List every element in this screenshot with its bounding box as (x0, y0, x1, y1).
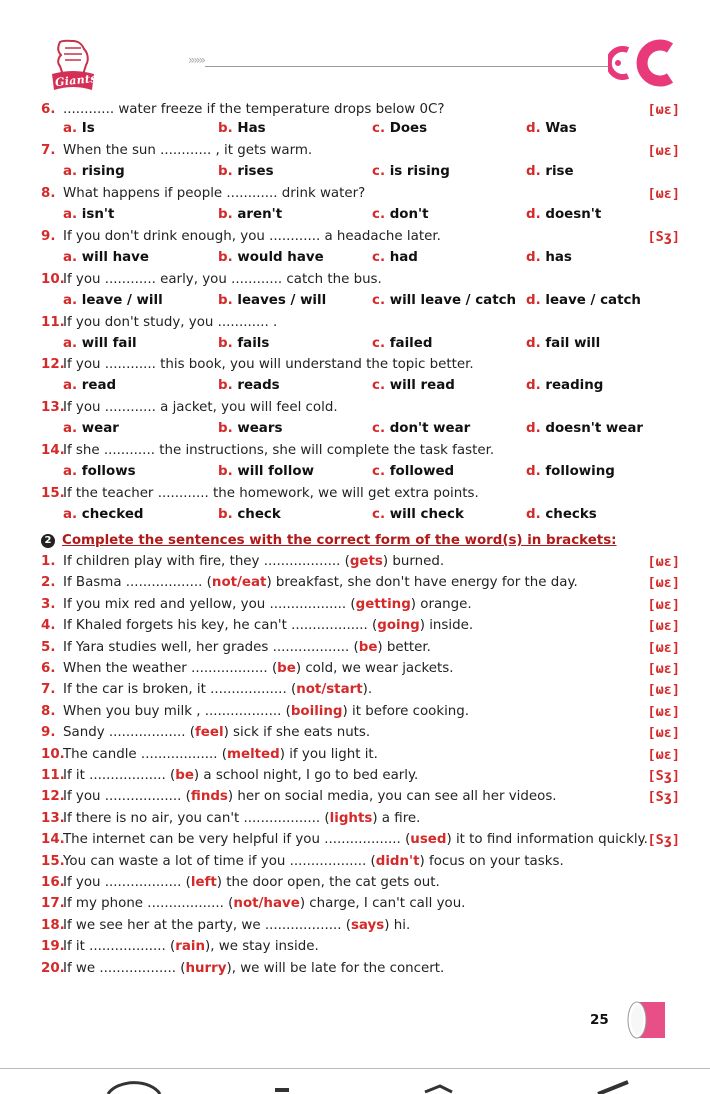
option-text: will have (81, 250, 149, 265)
answer-option[interactable] (63, 207, 114, 222)
option-letter: c. (372, 507, 386, 522)
sentence-text (63, 918, 410, 933)
sentence-number: 11. (41, 768, 65, 783)
question-tag: [Sʒ] (647, 229, 680, 245)
option-text: don't (389, 207, 429, 222)
bracket-hint: gets (349, 554, 383, 569)
question-text: If you don't drink enough, you ............ a headache later. (63, 229, 441, 244)
sentence-text (63, 618, 473, 633)
arrows-decoration: »»» (188, 53, 205, 67)
answer-option[interactable] (218, 293, 326, 308)
option-letter: b. (218, 464, 233, 479)
header-rule (205, 66, 610, 67)
sentence-after: ) sick if she eats nuts. (223, 725, 371, 741)
question-number: 6. (41, 102, 56, 117)
option-text: failed (389, 336, 433, 351)
sentence-before: You can waste a lot of time if you .................. ( (63, 853, 376, 869)
bracket-hint: melted (227, 746, 280, 762)
sentence-number: 17. (41, 896, 65, 912)
sentence-before: If we .................. ( (63, 960, 186, 976)
answer-option[interactable] (63, 464, 136, 479)
footer-rule (0, 1068, 710, 1069)
sentence-number: 6. (41, 661, 56, 676)
sentence-number: 10. (41, 746, 65, 762)
option-text: Was (545, 121, 577, 136)
option-text: will check (389, 507, 464, 522)
option-letter: b. (218, 164, 233, 179)
answer-option[interactable] (372, 207, 429, 222)
question-number: 8. (41, 186, 56, 201)
answer-option[interactable] (218, 336, 269, 351)
answer-option[interactable] (526, 507, 597, 522)
option-letter: d. (526, 421, 541, 436)
option-letter: b. (218, 293, 233, 308)
bracket-hint: used (410, 832, 447, 848)
question-text: If you don't study, you ............ . (63, 315, 278, 330)
sentence-tag: [ωε] (647, 618, 680, 635)
sentence-after: ) charge, I can't call you. (299, 896, 466, 912)
option-letter: a. (63, 293, 78, 308)
sentence-number: 16. (41, 875, 65, 890)
sentence-tag: [ωε] (647, 746, 680, 763)
sentence-after: ). (362, 682, 373, 698)
page-header (0, 30, 710, 100)
option-text: would have (237, 250, 324, 265)
sentence-number: 1. (41, 554, 56, 569)
sentence-number: 18. (41, 917, 65, 933)
answer-option[interactable] (63, 507, 144, 522)
answer-option[interactable] (218, 207, 282, 222)
sentence-text (63, 575, 578, 590)
sentence-before: If it .................. ( (63, 768, 176, 783)
answer-option[interactable] (63, 421, 119, 436)
option-text: leaves / will (237, 293, 327, 308)
answer-option[interactable] (372, 293, 516, 308)
sentence-text (63, 597, 472, 612)
option-text: fail will (545, 336, 601, 351)
option-letter: a. (63, 336, 78, 351)
sentence-number: 2. (41, 575, 56, 591)
sentence-text (63, 682, 372, 697)
bracket-hint: rain (175, 939, 206, 955)
sentence-number: 12. (41, 789, 65, 805)
answer-option[interactable] (218, 378, 280, 393)
question-text: If you ............ this book, you will understand the topic better. (63, 357, 474, 372)
sentence-number: 13. (41, 810, 65, 826)
option-letter: d. (526, 378, 541, 393)
question-text: If you ............ a jacket, you will feel cold. (63, 400, 338, 415)
bracket-hint: getting (355, 596, 411, 612)
option-letter: c. (372, 293, 386, 308)
sentence-text (63, 939, 319, 954)
option-text: will leave / catch (389, 293, 517, 308)
sentence-tag: [ωε] (647, 596, 680, 613)
option-text: don't wear (389, 421, 471, 436)
option-text: read (81, 378, 117, 393)
sentence-tag: [Sʒ] (647, 768, 680, 784)
sentence-before: If Basma .................. ( (63, 575, 212, 591)
question-number: 12. (41, 357, 65, 372)
answer-option[interactable] (63, 250, 149, 265)
sentence-after: ) orange. (410, 596, 472, 612)
answer-option[interactable] (218, 250, 324, 265)
bracket-hint: not/have (233, 896, 300, 912)
sentence-before: If the car is broken, it .................. ( (63, 682, 297, 698)
option-text: check (237, 507, 281, 522)
option-text: followed (389, 464, 455, 479)
option-text: will fail (81, 336, 137, 351)
giants-logo (48, 38, 98, 96)
bracket-hint: lights (329, 810, 373, 826)
sentence-text (63, 661, 454, 676)
sentence-tag: [ωε] (647, 554, 680, 570)
sentence-after: ) a fire. (372, 810, 421, 826)
bottom-decor-icons (0, 1080, 710, 1094)
bracket-hint: not/start (296, 682, 363, 698)
option-text: wear (81, 421, 119, 436)
section-number-badge: 2 (41, 534, 55, 548)
sentence-text (63, 896, 465, 911)
sentence-tag: [ωε] (647, 682, 680, 699)
sentence-after: ), we will be late for the concert. (226, 960, 445, 976)
option-text: rises (237, 164, 274, 179)
answer-option[interactable] (526, 293, 641, 308)
option-letter: a. (63, 250, 78, 265)
sentence-text (63, 854, 564, 869)
sentence-before: If you .................. ( (63, 875, 191, 890)
answer-option[interactable] (526, 378, 603, 393)
answer-option[interactable] (372, 336, 432, 351)
sentence-after: ) a school night, I go to bed early. (193, 768, 419, 783)
sentence-number: 14. (41, 832, 65, 848)
sentence-before: When you buy milk , .................. ( (63, 703, 291, 719)
sentence-after: ) her on social media, you can see all her videos. (227, 789, 557, 805)
sentence-before: The candle .................. ( (63, 746, 228, 762)
option-letter: a. (63, 164, 78, 179)
answer-option[interactable] (372, 378, 455, 393)
sentence-text (63, 554, 444, 569)
bracket-hint: going (377, 618, 420, 634)
sentence-tag: [Sʒ] (647, 832, 680, 849)
sentence-text (63, 640, 431, 655)
option-letter: a. (63, 507, 78, 522)
sentence-before: If we see her at the party, we .................. ( (63, 917, 351, 933)
question-number: 7. (41, 143, 56, 158)
option-text: doesn't (545, 207, 602, 222)
answer-option[interactable] (63, 378, 116, 393)
sentence-tag: [ωε] (647, 575, 680, 592)
answer-option[interactable] (218, 121, 266, 136)
answer-option[interactable] (63, 121, 95, 136)
answer-option[interactable] (372, 507, 464, 522)
option-text: Has (237, 121, 266, 136)
answer-option[interactable] (218, 464, 314, 479)
sentence-after: ), we stay inside. (205, 939, 319, 955)
sentence-tag: [ωε] (647, 661, 680, 677)
question-number: 9. (41, 229, 56, 244)
sentence-before: If children play with fire, they .................. ( (63, 554, 350, 569)
sentence-tag: [ωε] (647, 639, 680, 656)
question-text: What happens if people ............ drink water? (63, 186, 366, 201)
option-letter: a. (63, 121, 78, 136)
page-number: 25 (590, 1012, 609, 1028)
sentence-text (63, 768, 418, 783)
answer-option[interactable] (526, 464, 615, 479)
option-letter: d. (526, 464, 541, 479)
option-letter: b. (218, 121, 233, 136)
answer-option[interactable] (218, 507, 281, 522)
sentence-before: When the weather .................. ( (63, 661, 278, 676)
option-text: isn't (81, 207, 115, 222)
sentence-tag: [ωε] (647, 725, 680, 742)
sentence-number: 20. (41, 960, 65, 976)
question-tag: [ωε] (647, 102, 680, 118)
option-letter: b. (218, 378, 233, 393)
sentence-number: 3. (41, 596, 56, 612)
option-text: following (545, 464, 615, 479)
sentence-number: 9. (41, 725, 56, 741)
option-letter: c. (372, 421, 386, 436)
option-letter: c. (372, 378, 386, 393)
question-text: ............ water freeze if the temperature drops below 0C? (63, 102, 445, 117)
option-letter: d. (526, 121, 541, 136)
option-letter: b. (218, 207, 233, 222)
option-letter: b. (218, 421, 233, 436)
sentence-after: ) inside. (419, 618, 474, 634)
sentence-after: ) it before cooking. (342, 703, 470, 719)
sentence-after: ) burned. (382, 554, 445, 569)
sentence-before: If you mix red and yellow, you .................. ( (63, 596, 356, 612)
option-text: doesn't wear (545, 421, 643, 436)
option-text: rise (545, 164, 574, 179)
option-letter: d. (526, 293, 541, 308)
bracket-hint: finds (190, 789, 228, 805)
sentence-after: ) the door open, the cat gets out. (216, 875, 440, 890)
option-letter: a. (63, 378, 78, 393)
sentence-text (63, 725, 370, 740)
sentence-after: ) cold, we wear jackets. (295, 661, 454, 676)
sentence-after: ) hi. (384, 917, 411, 933)
sentence-text (63, 961, 444, 976)
option-text: follows (81, 464, 136, 479)
option-letter: c. (372, 207, 386, 222)
sentence-number: 4. (41, 618, 56, 634)
sentence-text (63, 811, 420, 826)
option-text: aren't (237, 207, 283, 222)
bracket-hint: not/eat (211, 575, 267, 591)
option-letter: c. (372, 250, 386, 265)
answer-option[interactable] (63, 293, 163, 308)
sentence-number: 15. (41, 853, 65, 869)
bracket-hint: left (190, 875, 217, 890)
sentence-number: 8. (41, 703, 56, 719)
sentence-tag: [ωε] (647, 703, 680, 720)
answer-option[interactable] (63, 336, 137, 351)
answer-option[interactable] (526, 207, 601, 222)
option-letter: a. (63, 464, 78, 479)
question-text: When the sun ............ , it gets warm. (63, 143, 313, 158)
sentence-before: Sandy .................. ( (63, 725, 195, 741)
option-text: Is (81, 121, 95, 136)
option-letter: b. (218, 336, 233, 351)
option-text: wears (237, 421, 283, 436)
sentence-after: ) focus on your tasks. (419, 853, 564, 869)
sentence-tag: [Sʒ] (647, 789, 680, 806)
option-letter: a. (63, 421, 78, 436)
option-text: reading (545, 378, 604, 393)
answer-option[interactable] (372, 164, 450, 179)
sentence-before: If Yara studies well, her grades .................. ( (63, 639, 359, 655)
option-letter: d. (526, 250, 541, 265)
question-number: 14. (41, 443, 65, 458)
question-text: If the teacher ............ the homework, we will get extra points. (63, 486, 479, 501)
answer-option[interactable] (526, 421, 643, 436)
sentence-before: If my phone .................. ( (63, 896, 234, 912)
sentence-before: If Khaled forgets his key, he can't .................. ( (63, 618, 378, 634)
cc-logo-icon (608, 36, 678, 90)
option-text: is rising (389, 164, 450, 179)
option-text: will read (389, 378, 455, 393)
answer-option[interactable] (526, 164, 574, 179)
question-tag: [ωε] (647, 186, 680, 202)
page-tab-icon (625, 1000, 669, 1040)
answer-option[interactable] (526, 250, 572, 265)
option-text: rising (81, 164, 125, 179)
answer-option[interactable] (372, 421, 470, 436)
option-letter: d. (526, 207, 541, 222)
option-letter: c. (372, 336, 386, 351)
bracket-hint: feel (194, 725, 224, 741)
answer-option[interactable] (372, 121, 427, 136)
option-letter: c. (372, 121, 386, 136)
sentence-after: ) better. (377, 639, 431, 655)
question-number: 15. (41, 486, 65, 501)
option-letter: c. (372, 464, 386, 479)
sentence-number: 5. (41, 639, 56, 655)
bracket-hint: didn't (375, 853, 420, 869)
question-number: 10. (41, 272, 65, 287)
bracket-hint: be (175, 768, 194, 783)
sentence-number: 19. (41, 939, 65, 955)
option-letter: b. (218, 507, 233, 522)
option-text: leave / will (81, 293, 163, 308)
question-text: If you ............ early, you ............ catch the bus. (63, 272, 382, 287)
sentence-text (63, 789, 557, 804)
sentence-after: ) breakfast, she don't have energy for the day. (266, 575, 578, 591)
logo-text: Giants (54, 71, 98, 90)
sentence-after: ) if you light it. (279, 746, 378, 762)
answer-option[interactable] (526, 336, 600, 351)
option-letter: d. (526, 336, 541, 351)
answer-option[interactable] (372, 250, 418, 265)
option-text: had (389, 250, 418, 265)
option-text: checked (81, 507, 144, 522)
option-text: will follow (237, 464, 314, 479)
option-text: reads (237, 378, 280, 393)
bracket-hint: be (358, 639, 378, 655)
sentence-after: ) it to find information quickly. (446, 832, 648, 848)
answer-option[interactable] (63, 164, 125, 179)
option-text: checks (545, 507, 597, 522)
question-number: 11. (41, 315, 65, 330)
option-letter: d. (526, 507, 541, 522)
bracket-hint: be (277, 661, 296, 676)
sentence-text (63, 875, 440, 890)
answer-option[interactable] (526, 121, 577, 136)
question-text: If she ............ the instructions, she will complete the task faster. (63, 443, 495, 458)
option-letter: b. (218, 250, 233, 265)
option-text: fails (237, 336, 270, 351)
question-tag: [ωε] (647, 143, 680, 159)
sentence-before: If there is no air, you can't .................. ( (63, 810, 330, 826)
option-letter: c. (372, 164, 386, 179)
sentence-text (63, 704, 469, 719)
sentence-before: The internet can be very helpful if you .................. ( (63, 832, 411, 848)
option-letter: a. (63, 207, 78, 222)
answer-option[interactable] (372, 464, 454, 479)
option-letter: d. (526, 164, 541, 179)
option-text: has (545, 250, 572, 265)
sentence-text (63, 747, 378, 762)
sentence-number: 7. (41, 682, 56, 698)
question-number: 13. (41, 400, 65, 415)
bracket-hint: hurry (185, 960, 227, 976)
sentence-before: If it .................. ( (63, 939, 176, 955)
sentence-text (63, 832, 648, 847)
answer-option[interactable] (218, 164, 274, 179)
bracket-hint: says (350, 917, 385, 933)
section-2-heading: Complete the sentences with the correct form of the word(s) in brackets: (62, 533, 617, 548)
bracket-hint: boiling (290, 703, 343, 719)
answer-option[interactable] (218, 421, 282, 436)
option-text: Does (389, 121, 428, 136)
option-text: leave / catch (545, 293, 641, 308)
sentence-before: If you .................. ( (63, 789, 191, 805)
